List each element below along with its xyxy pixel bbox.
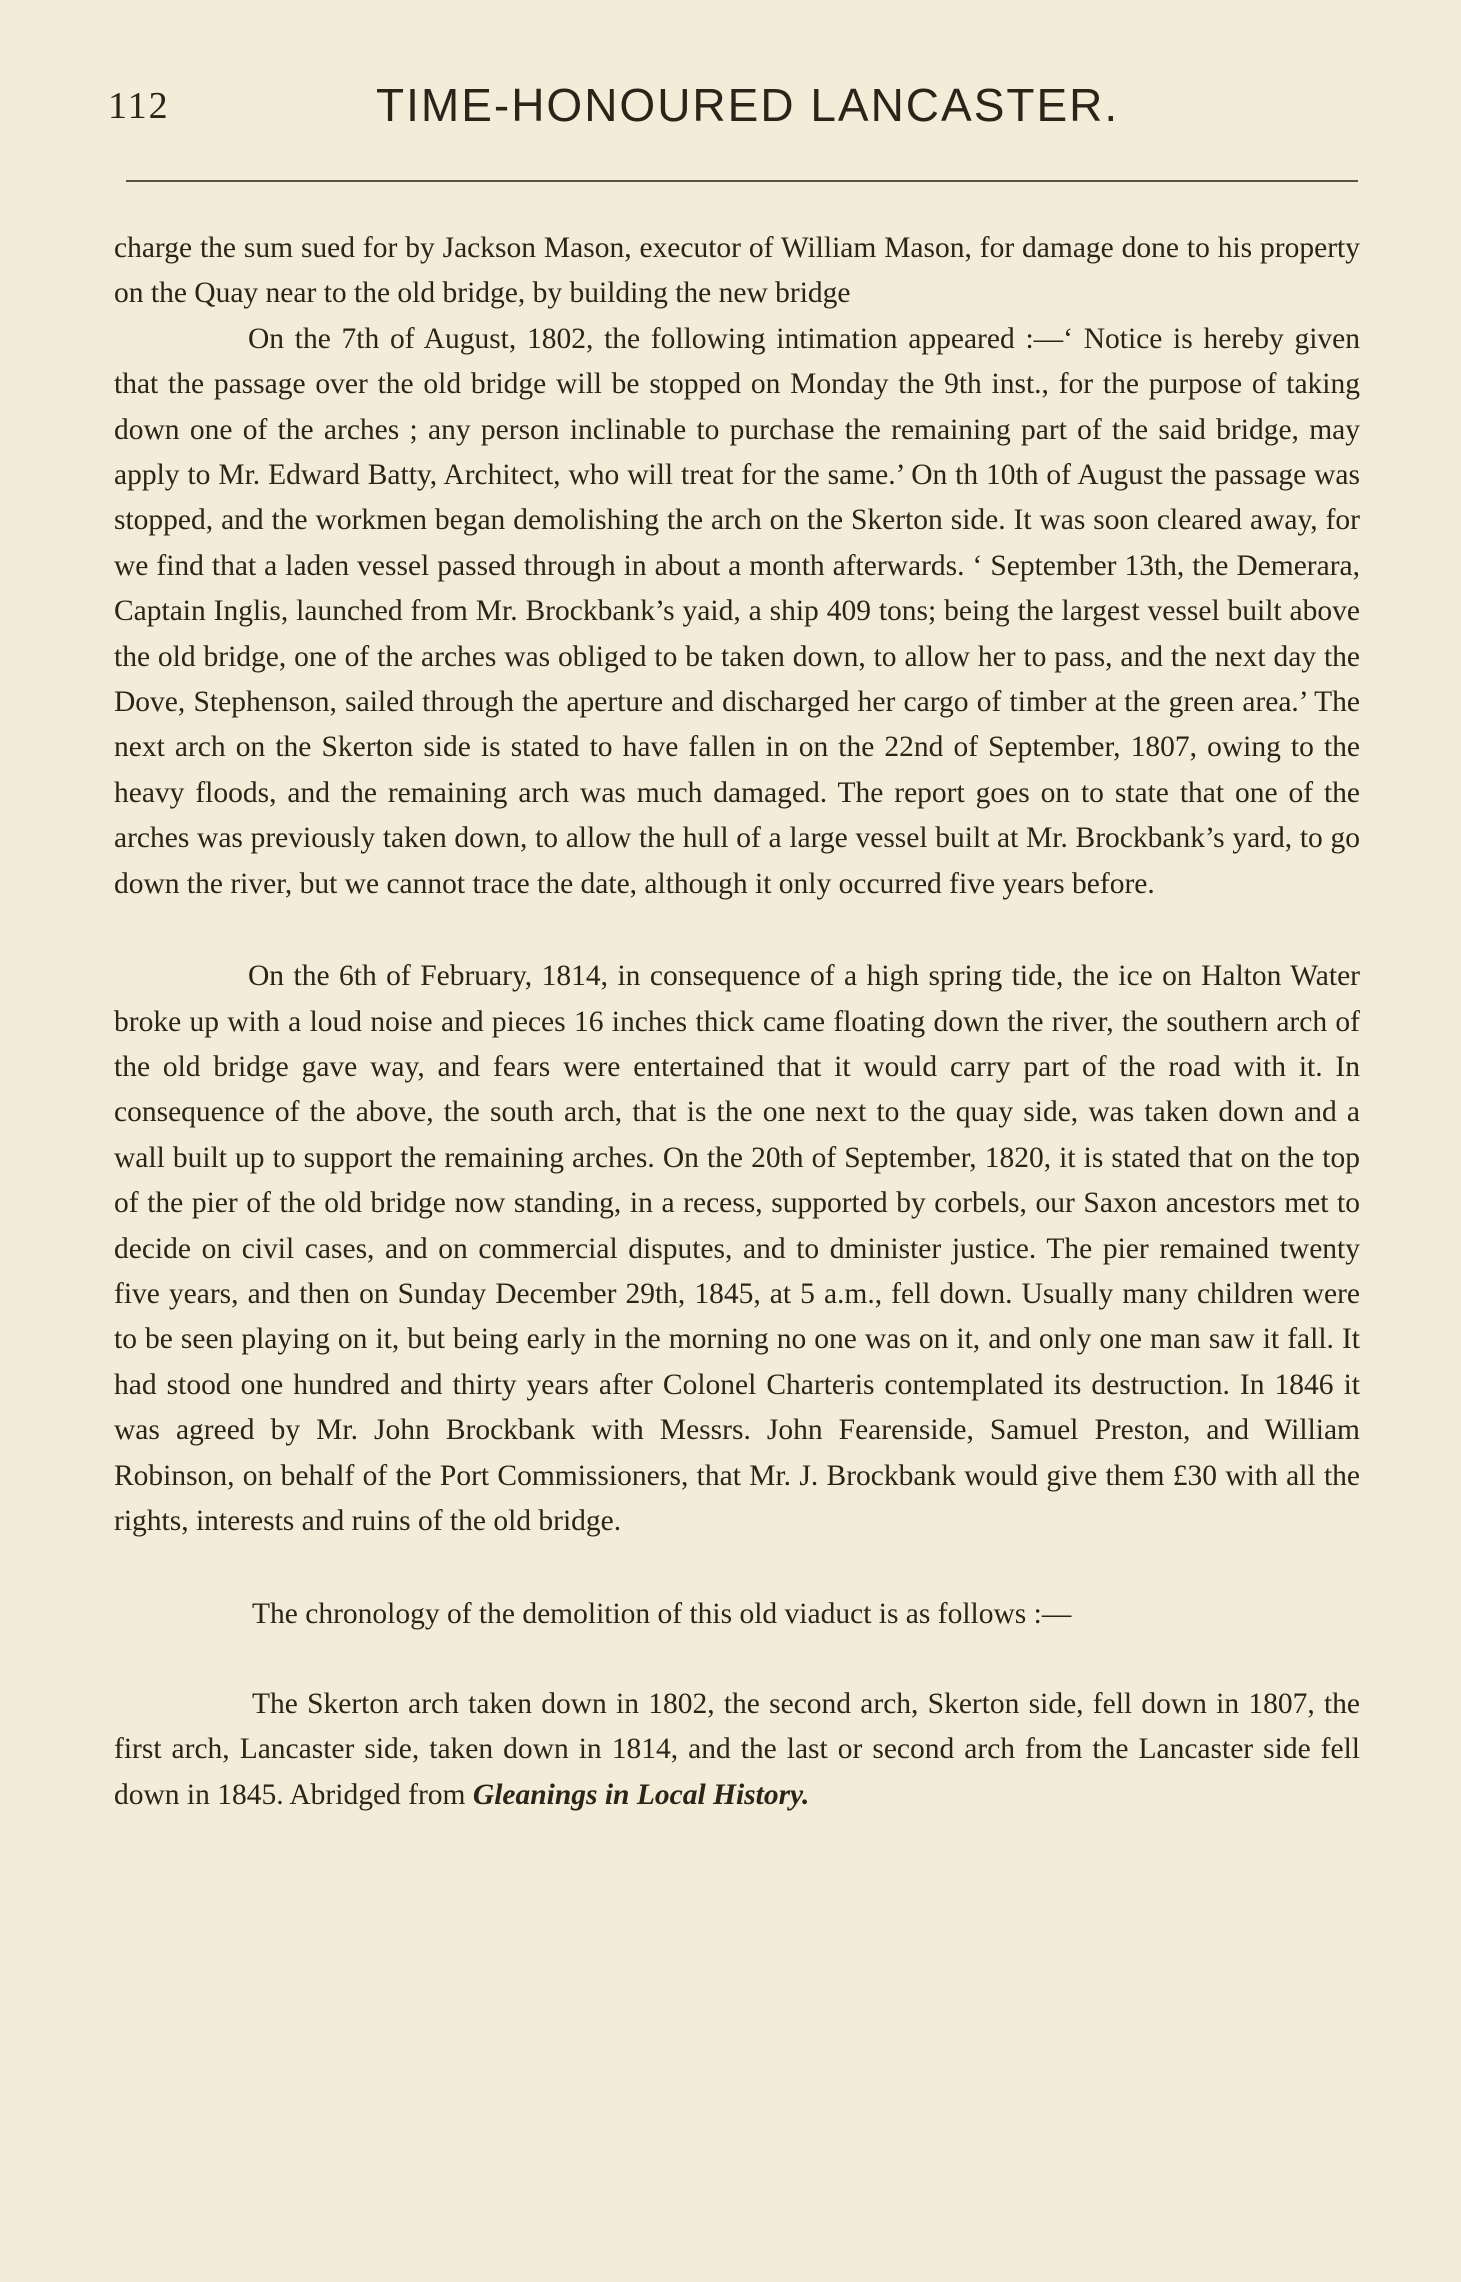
page-number: 112	[108, 85, 170, 127]
paragraph-chronology	[114, 1682, 1360, 1818]
paragraph-chronology-intro: The chronology of the demolition of this old viaduct is as follows :—	[252, 1598, 1072, 1631]
page-header	[108, 78, 1363, 138]
paragraph-ice-1814: On the 6th of February, 1814, in consequence of a high spring tide, the ice on Halton Water broke up with a loud noise and pieces 16 inches thick came floating down the river, the southern arch of the old bridge gave way, and fears were entertained that it would carry part of the road with it. In consequence of the above, the south arch, that is the one next to the quay side, was taken down and a wall built up to support the remaining arches. On the 20th of September, 1820, it is stated that on the top of the pier of the old bridge now standing, in a recess, supported by corbels, our Saxon ancestors met to decide on civil cases, and on commercial disputes, and to dminister justice. The pier remained twenty five years, and then on Sunday December 29th, 1845, at 5 a.m., fell down. Usually many children were to be seen playing on it, but being early in the morning no one was on it, and only one man saw it fall. It had stood one hundred and thirty years after Colonel Charteris contemplated its destruction. In 1846 it was agreed by Mr. John Brockbank with Messrs. John Fearenside, Samuel Preston, and William Robinson, on behalf of the Port Commissioners, that Mr. J. Brockbank would give them £30 with all the rights, interests and ruins of the old bridge.	[114, 960, 1360, 1537]
body-text	[114, 226, 1360, 1818]
source-title: Gleanings in Local History.	[472, 1778, 810, 1811]
paragraph-continued: charge the sum sued for by Jackson Mason, executor of William Mason, for damage done to his property on the Quay near to the old bridge, by building the new bridge	[114, 232, 1360, 310]
paragraph-bridge-1802: On the 7th of August, 1802, the following intimation appeared :—‘ Notice is hereby given that the passage over the old bridge will be stopped on Monday the 9th inst., for the purpose of taking down one of the arches ; any person inclinable to purchase the remaining part of the said bridge, may apply to Mr. Edward Batty, Architect, who will treat for the same.’ On th 10th of August the passage was stopped, and the workmen began demolishing the arch on the Skerton side. It was soon cleared away, for we find that a laden vessel passed through in about a month afterwards. ‘ September 13th, the Demerara, Captain Inglis, launched from Mr. Brockbank’s yaid, a ship 409 tons; being the largest vessel built above the old bridge, one of the arches was obliged to be taken down, to allow her to pass, and the next day the Dove, Stephenson, sailed through the aperture and discharged her cargo of timber at the green area.’ The next arch on the Skerton side is stated to have fallen in on the 22nd of September, 1807, owing to the heavy floods, and the remaining arch was much damaged. The report goes on to state that one of the arches was previously taken down, to allow the hull of a large vessel built at Mr. Brockbank’s yard, to go down the river, but we cannot trace the date, although it only occurred five years before.	[114, 322, 1360, 900]
chronology-text: The Skerton arch taken down in 1802, the second arch, Skerton side, fell down in 1807, the first arch, Lancaster side, taken down in 1814, and the last or second arch from the Lancaster side fell down in 1845. Abridged from	[114, 1687, 1360, 1811]
running-title: TIME-HONOURED LANCASTER.	[376, 79, 1120, 131]
header-rule	[126, 180, 1358, 182]
